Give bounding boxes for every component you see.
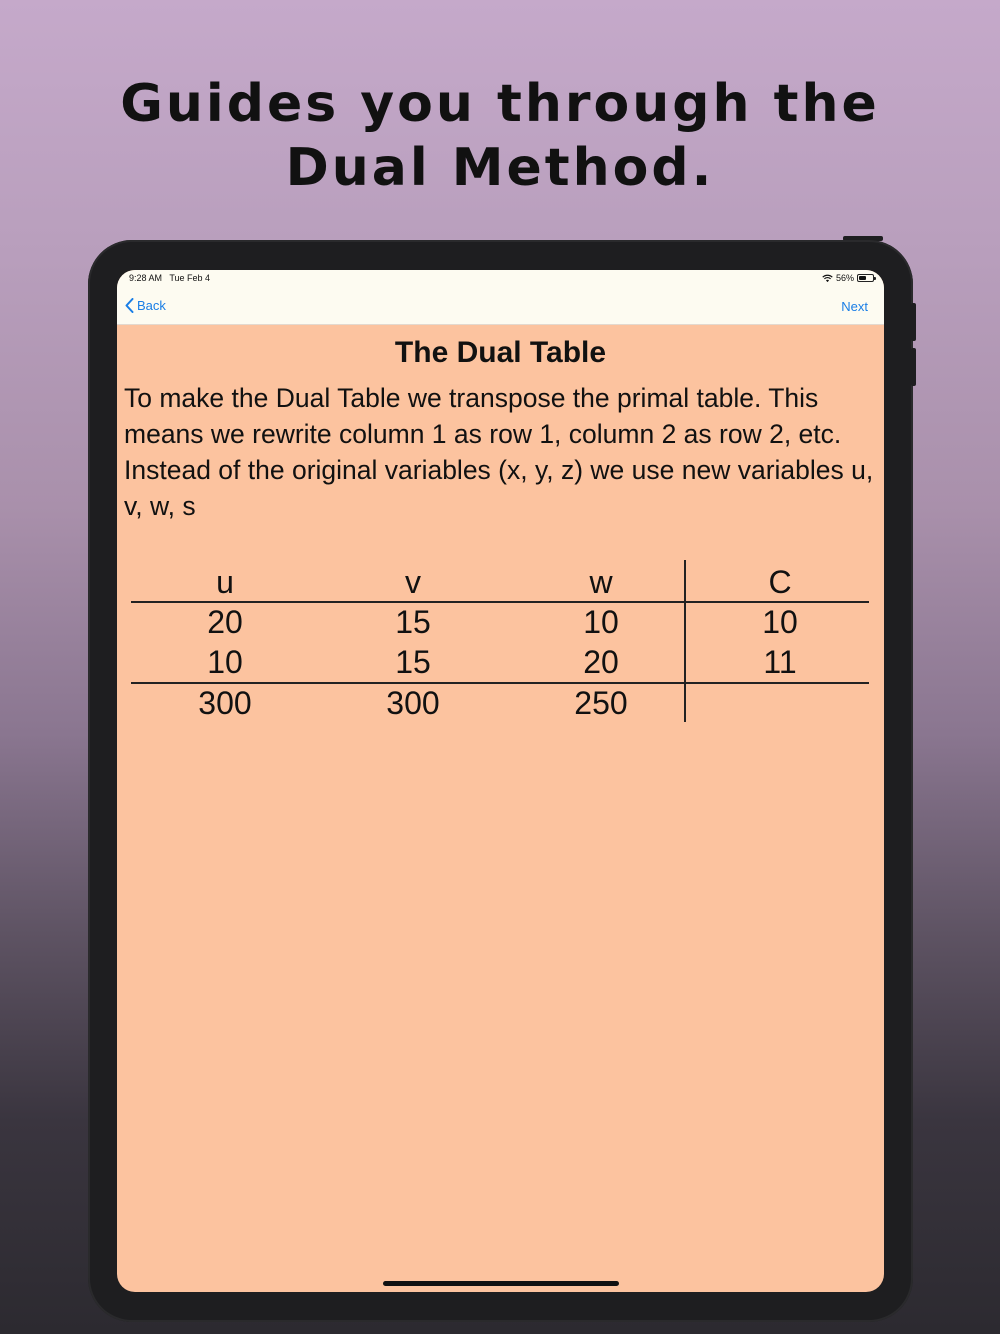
table-cell	[686, 683, 874, 723]
table-cell: 10	[207, 644, 243, 680]
page-title: The Dual Table	[394, 336, 607, 369]
dual-table	[131, 560, 869, 724]
battery-percent: 56%	[835, 273, 854, 283]
status-date: Tue Feb 4	[169, 273, 211, 283]
table-constant-divider	[684, 560, 686, 722]
table-cell: 10	[762, 604, 798, 640]
table-cell: 20	[583, 644, 619, 680]
battery-level-fill	[859, 276, 866, 280]
chevron-left-icon	[125, 298, 134, 313]
table-cell: 250	[574, 685, 628, 721]
wifi-icon	[822, 274, 833, 283]
promo-headline: Guides you through the Dual Method.	[120, 74, 880, 198]
table-cell: 300	[198, 685, 252, 721]
battery-tip	[874, 277, 876, 280]
next-button[interactable]: Next	[841, 299, 868, 314]
status-bar-left	[129, 273, 210, 283]
status-time: 9:28 AM	[129, 273, 163, 283]
table-header-c: C	[768, 564, 792, 600]
battery-icon	[857, 274, 874, 282]
home-indicator[interactable]	[383, 1281, 619, 1286]
table-cell: 11	[763, 644, 797, 680]
back-button-label: Back	[137, 298, 166, 313]
device-volume-up-button	[911, 303, 916, 341]
table-cell: 15	[395, 604, 431, 640]
table-header-v: v	[405, 564, 421, 600]
navigation-bar	[117, 270, 884, 325]
table-cell: 15	[395, 644, 431, 680]
status-bar-right	[822, 273, 874, 283]
page-description: To make the Dual Table we transpose the primal table. This means we rewrite column 1 as row 1, column 2 as row 2, etc. Instead of the original variables (x, y, z) we use new variables u, v, w, s	[124, 383, 874, 521]
app-screen	[117, 270, 884, 1292]
table-cell: 10	[583, 604, 619, 640]
back-button[interactable]	[125, 298, 166, 313]
table-header-w: w	[589, 564, 613, 600]
table-header-u: u	[216, 564, 234, 600]
table-cell: 20	[207, 604, 243, 640]
table-cell: 300	[386, 685, 440, 721]
device-volume-down-button	[911, 348, 916, 386]
